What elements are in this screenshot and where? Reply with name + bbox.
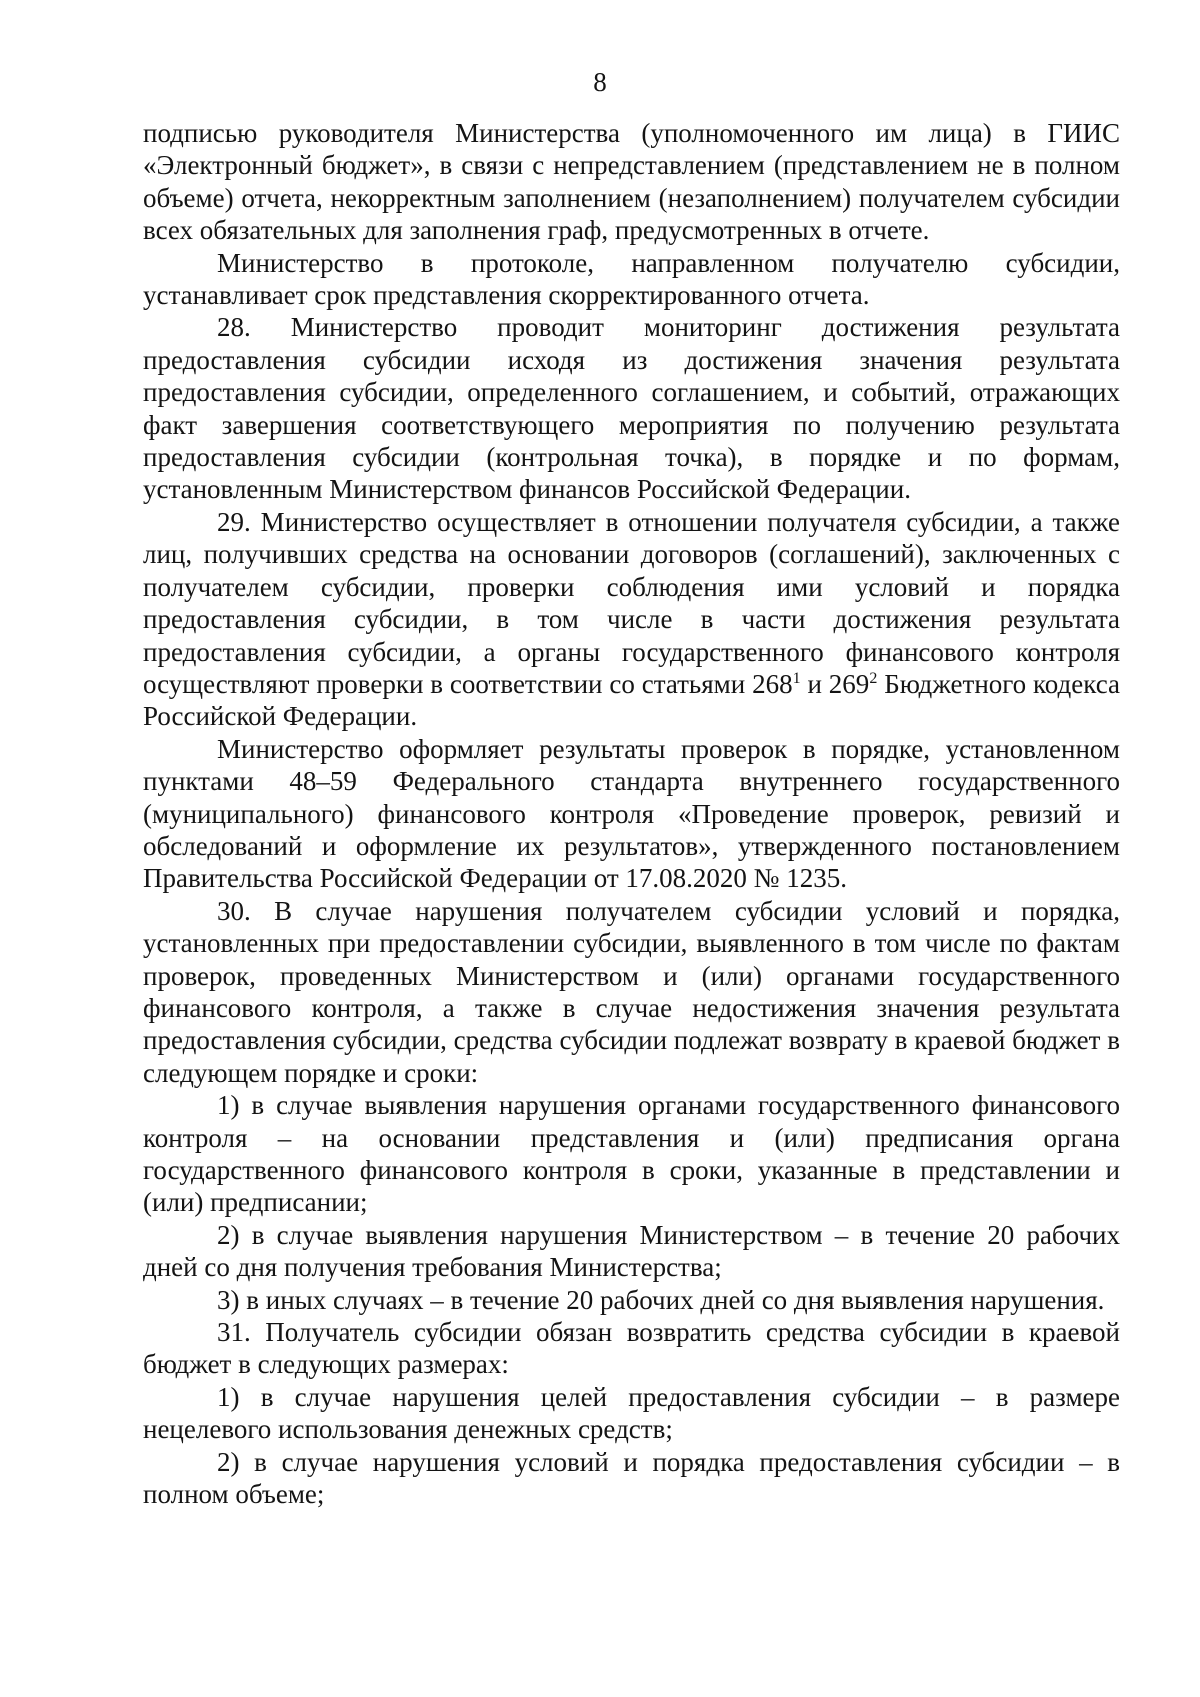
paragraph-item-29-text-after: Бюджетного кодекса Российской Федерации. [143, 668, 1120, 732]
page-number: 8 [593, 67, 607, 97]
paragraph-item-30: 30. В случае нарушения получателем субсидии условий и порядка, установленных при предоставлении субсидии, выявленного в том числе по фактам проверок, проведенных Министерством и (или) органами государственного финансового контроля, а также в случае недостижения значения результата предоставления субсидии, средства субсидии подлежат возврату в краевой бюджет в следующем порядке и сроки: [143, 895, 1120, 1088]
paragraph-item-28: 28. Министерство проводит мониторинг достижения результата предоставления субсидии исходя из достижения значения результата предоставления субсидии, определенного соглашением, и событий, отражающих факт завершения соответствующего мероприятия по получению результата предоставления субсидии (контрольная точка), в порядке и по формам, установленным Министерством финансов Российской Федерации. [143, 312, 1120, 505]
paragraph-item-31-sub-2: 2) в случае нарушения условий и порядка предоставления субсидии – в полном объеме; [143, 1446, 1120, 1510]
paragraph-item-31: 31. Получатель субсидии обязан возвратить средства субсидии в краевой бюджет в следующих размерах: [143, 1317, 1120, 1380]
paragraph-protocol-deadline: Министерство в протоколе, направленном получателю субсидии, устанавливает срок представления скорректированного отчета. [143, 247, 1120, 311]
paragraph-item-30-sub-2: 2) в случае выявления нарушения Министерством – в течение 20 рабочих дней со дня получения требования Министерства; [143, 1219, 1120, 1283]
paragraph-report-signature: подписью руководителя Министерства (уполномоченного им лица) в ГИИС «Электронный бюджет», в связи с непредставлением (представлением не в полном объеме) отчета, некорректным заполнением (незаполнением) получателем субсидии всех обязательных для заполнения граф, предусмотренных в отчете. [143, 118, 1120, 246]
paragraph-item-29 [143, 506, 1120, 733]
document-body [143, 117, 1120, 1510]
paragraph-item-29-text-before: 29. Министерство осуществляет в отношении получателя субсидии, а также лиц, получивших средства на основании договоров (соглашений), заключенных с получателем субсидии, проверки соблюдения ими условий и порядка предоставления субсидии, в том числе в части достижения результата предоставления субсидии, а органы государственного финансового контроля осуществляют проверки в соответствии со статьями 268 [143, 506, 1120, 699]
paragraph-item-30-sub-1: 1) в случае выявления нарушения органами государственного финансового контроля – на основании представления и (или) предписания органа государственного финансового контроля в сроки, указанные в представлении и (или) предписании; [143, 1090, 1120, 1218]
superscript-1: 1 [792, 669, 801, 687]
paragraph-inspection-results: Министерство оформляет результаты проверок в порядке, установленном пунктами 48–59 Федерального стандарта внутреннего государственного (муниципального) финансового контроля «Проведение проверок, ревизий и обследований и оформление их результатов», утвержденного постановлением Правительства Российской Федерации от 17.08.2020 № 1235. [143, 733, 1120, 894]
paragraph-item-30-sub-3: 3) в иных случаях – в течение 20 рабочих дней со дня выявления нарушения. [217, 1284, 1105, 1315]
superscript-2: 2 [869, 669, 878, 687]
paragraph-item-31-sub-1: 1) в случае нарушения целей предоставления субсидии – в размере нецелевого использования денежных средств; [143, 1381, 1120, 1445]
paragraph-item-29-text-middle: и 269 [800, 668, 870, 699]
